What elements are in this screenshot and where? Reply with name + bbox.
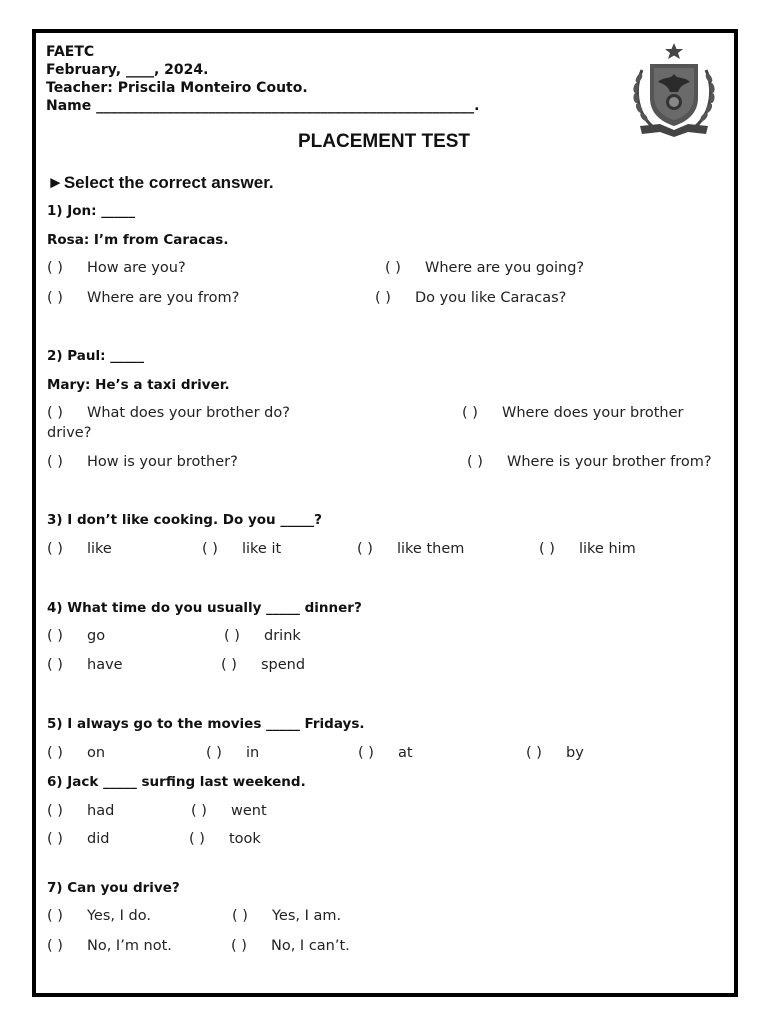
option-label: at <box>398 745 413 761</box>
institution-label: FAETC <box>46 44 95 60</box>
answer-checkbox[interactable]: ( ) <box>467 454 483 470</box>
option-label: like him <box>579 541 636 557</box>
question-5-prompt: 5) I always go to the movies _____ Fridays. <box>47 716 365 732</box>
answer-checkbox[interactable]: ( ) <box>231 938 247 954</box>
option-label: How are you? <box>87 260 186 276</box>
option-label: by <box>566 745 584 761</box>
answer-checkbox[interactable]: ( ) <box>47 745 63 761</box>
answer-checkbox[interactable]: ( ) <box>47 541 63 557</box>
question-4-prompt: 4) What time do you usually _____ dinner? <box>47 600 362 616</box>
answer-checkbox[interactable]: ( ) <box>357 541 373 557</box>
question-3-option-c[interactable] <box>357 541 464 557</box>
answer-checkbox[interactable]: ( ) <box>191 803 207 819</box>
option-label: go <box>87 628 106 644</box>
question-2-option-c[interactable] <box>47 454 238 470</box>
option-label: like it <box>242 541 282 557</box>
option-label: No, I’m not. <box>87 938 172 954</box>
question-1-option-b[interactable] <box>385 260 584 276</box>
instruction-heading: ►Select the correct answer. <box>47 173 274 192</box>
option-label: on <box>87 745 106 761</box>
question-1-prompt: 1) Jon: _____ <box>47 203 136 219</box>
answer-checkbox[interactable]: ( ) <box>47 290 63 306</box>
answer-checkbox[interactable]: ( ) <box>539 541 555 557</box>
question-3-option-b[interactable] <box>202 541 281 557</box>
answer-checkbox[interactable]: ( ) <box>221 657 237 673</box>
option-label: went <box>231 803 267 819</box>
option-label: drink <box>264 628 301 644</box>
question-7-option-d[interactable] <box>231 938 350 954</box>
question-1-option-c[interactable] <box>47 290 239 306</box>
answer-checkbox[interactable]: ( ) <box>462 405 478 421</box>
answer-checkbox[interactable]: ( ) <box>47 628 63 644</box>
option-label: What does your brother do? <box>87 405 290 421</box>
option-label: in <box>246 745 260 761</box>
question-2-option-b[interactable] <box>462 405 683 421</box>
question-6-option-b[interactable] <box>191 803 267 819</box>
option-label: like <box>87 541 112 557</box>
state-coat-of-arms-seal-icon <box>628 40 720 140</box>
question-7-prompt: 7) Can you drive? <box>47 880 180 896</box>
question-1-option-a[interactable] <box>47 260 186 276</box>
question-4-option-a[interactable] <box>47 628 105 644</box>
answer-checkbox[interactable]: ( ) <box>375 290 391 306</box>
question-7-option-a[interactable] <box>47 908 151 924</box>
question-3-option-d[interactable] <box>539 541 636 557</box>
answer-checkbox[interactable]: ( ) <box>189 831 205 847</box>
answer-checkbox[interactable]: ( ) <box>206 745 222 761</box>
option-label: Yes, I do. <box>87 908 151 924</box>
option-label: did <box>87 831 110 847</box>
question-2-dialogue: Mary: He’s a taxi driver. <box>47 377 230 393</box>
question-3-prompt: 3) I don’t like cooking. Do you _____? <box>47 512 322 528</box>
question-3-option-a[interactable] <box>47 541 112 557</box>
answer-checkbox[interactable]: ( ) <box>47 657 63 673</box>
answer-checkbox[interactable]: ( ) <box>385 260 401 276</box>
question-2-option-a[interactable] <box>47 405 290 421</box>
question-2-option-d[interactable] <box>467 454 712 470</box>
option-label: How is your brother? <box>87 454 238 470</box>
question-6-option-a[interactable] <box>47 803 114 819</box>
answer-checkbox[interactable]: ( ) <box>47 454 63 470</box>
option-label: No, I can’t. <box>271 938 350 954</box>
option-label: Where are you from? <box>87 290 240 306</box>
option-label: Where are you going? <box>425 260 585 276</box>
question-4-option-c[interactable] <box>47 657 123 673</box>
answer-checkbox[interactable]: ( ) <box>526 745 542 761</box>
question-5-option-a[interactable] <box>47 745 105 761</box>
question-4-option-b[interactable] <box>224 628 301 644</box>
question-7-option-b[interactable] <box>232 908 341 924</box>
student-name-line: Name ______________________________________________________. <box>46 98 480 114</box>
question-5-option-b[interactable] <box>206 745 259 761</box>
question-5-option-d[interactable] <box>526 745 584 761</box>
question-6-option-d[interactable] <box>189 831 261 847</box>
answer-checkbox[interactable]: ( ) <box>224 628 240 644</box>
option-label: Do you like Caracas? <box>415 290 567 306</box>
question-1-dialogue: Rosa: I’m from Caracas. <box>47 232 229 248</box>
answer-checkbox[interactable]: ( ) <box>232 908 248 924</box>
question-4-option-d[interactable] <box>221 657 305 673</box>
option-label: had <box>87 803 115 819</box>
answer-checkbox[interactable]: ( ) <box>47 803 63 819</box>
question-6-option-c[interactable] <box>47 831 109 847</box>
option-label: spend <box>261 657 306 673</box>
option-label: Yes, I am. <box>272 908 342 924</box>
answer-checkbox[interactable]: ( ) <box>47 405 63 421</box>
answer-checkbox[interactable]: ( ) <box>358 745 374 761</box>
answer-checkbox[interactable]: ( ) <box>47 831 63 847</box>
question-2-option-b-continued: drive? <box>47 425 92 441</box>
answer-checkbox[interactable]: ( ) <box>202 541 218 557</box>
option-label: took <box>229 831 261 847</box>
answer-checkbox[interactable]: ( ) <box>47 260 63 276</box>
option-label: have <box>87 657 123 673</box>
question-1-option-d[interactable] <box>375 290 566 306</box>
date-line: February, ____, 2024. <box>46 62 209 78</box>
answer-checkbox[interactable]: ( ) <box>47 938 63 954</box>
question-7-option-c[interactable] <box>47 938 172 954</box>
question-2-prompt: 2) Paul: _____ <box>47 348 144 364</box>
option-label: Where does your brother <box>502 405 684 421</box>
teacher-line: Teacher: Priscila Monteiro Couto. <box>46 80 308 96</box>
question-5-option-c[interactable] <box>358 745 413 761</box>
page-title: PLACEMENT TEST <box>297 131 471 152</box>
question-6-prompt: 6) Jack _____ surfing last weekend. <box>47 774 306 790</box>
answer-checkbox[interactable]: ( ) <box>47 908 63 924</box>
option-label: like them <box>397 541 465 557</box>
option-label: Where is your brother from? <box>507 454 712 470</box>
